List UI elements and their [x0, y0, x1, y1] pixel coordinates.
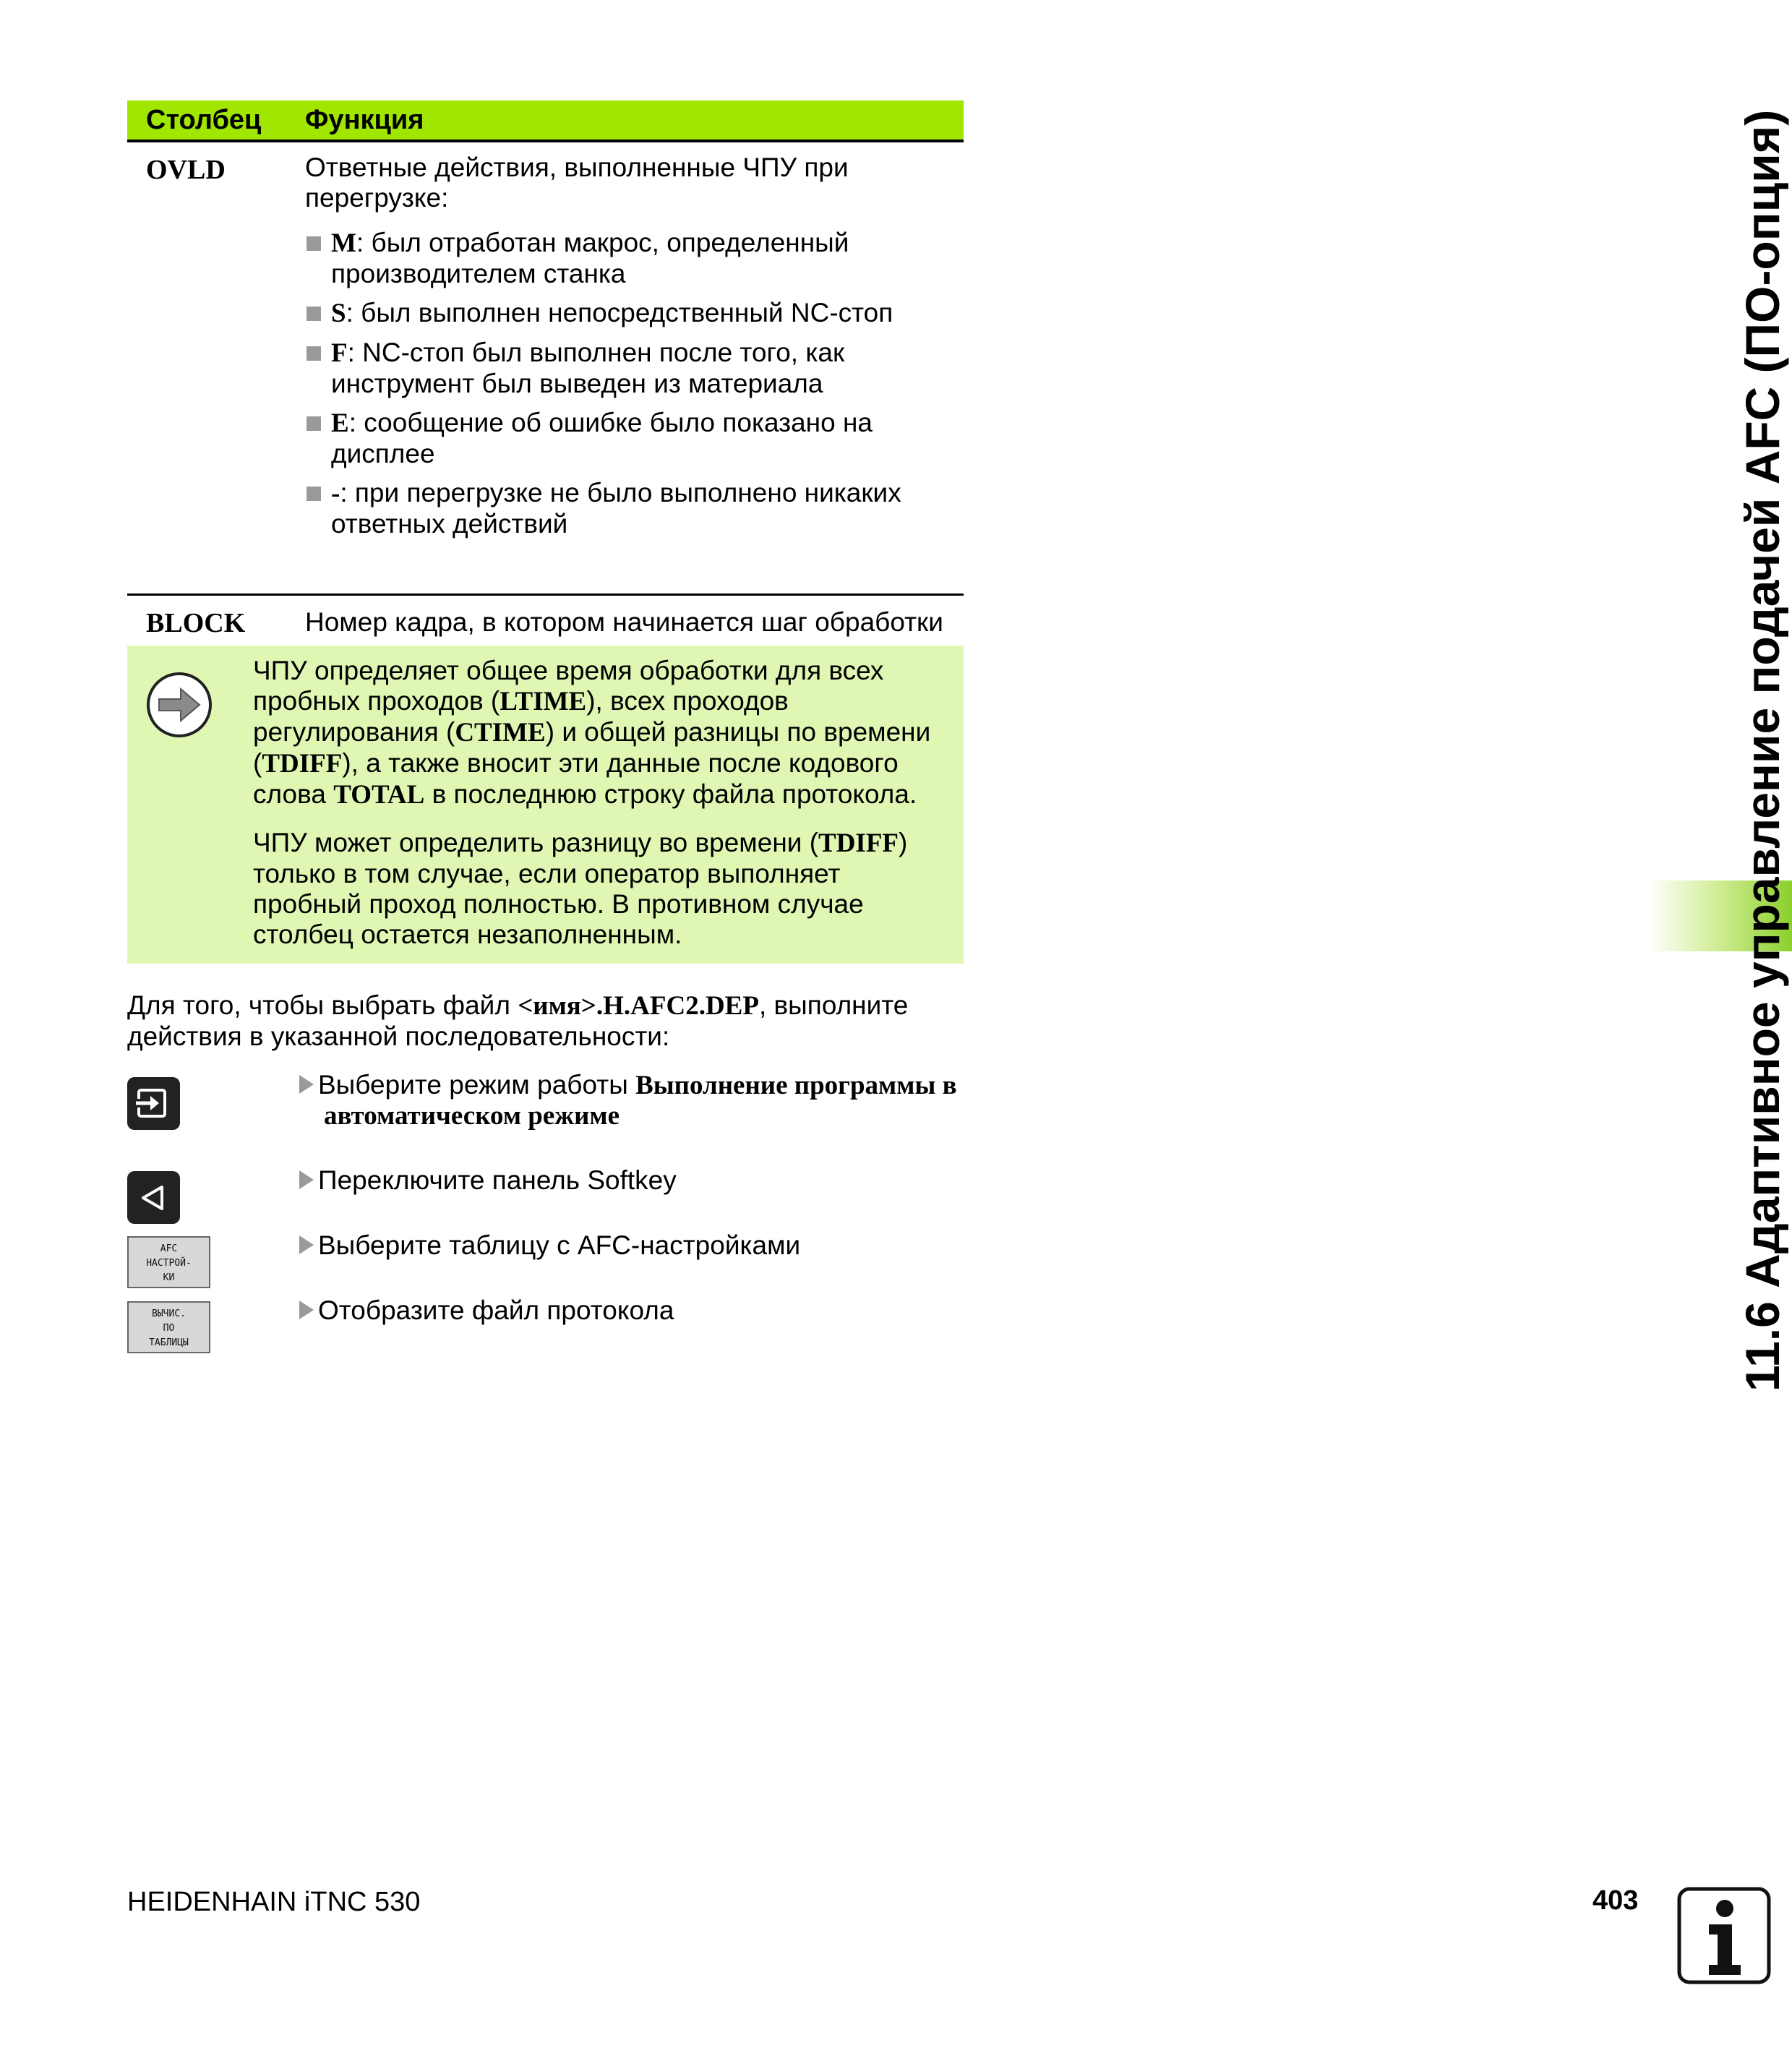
step-3: Выберите таблицу с AFC-настройками [299, 1230, 964, 1261]
list-item: F: NC-стоп был выполнен после того, как инструмент был выведен из материала [305, 338, 964, 399]
row-name-block: BLOCK [146, 608, 246, 638]
row-desc-block: Номер кадра, в котором начинается шаг обработки [305, 607, 943, 637]
list-item: S: был выполнен непосредственный NC-стоп [305, 298, 964, 329]
note-paragraph-1: ЧПУ определяет общее время обработки для всех пробных проходов (LTIME), всех проходов регулирования (CTIME) и общей разницы по времени (TDIFF), а также вносит эти данные после кодового слова TOTAL в последнюю строку файла протокола. [253, 656, 931, 810]
intro-paragraph: Для того, чтобы выбрать файл <имя>.H.AFC2.DEP, выполните действия в указанной последовательности: [127, 990, 909, 1051]
bullet-triangle-icon [299, 1170, 314, 1189]
ovld-description: Ответные действия, выполненные ЧПУ при перегрузке: [305, 153, 849, 213]
program-run-automatic-key-icon [127, 1077, 180, 1130]
footer-product: HEIDENHAIN iTNC 530 [127, 1887, 421, 1917]
note-text [253, 656, 947, 967]
step-1: Выберите режим работы Выполнение программы в автоматическом режиме [299, 1070, 964, 1131]
step-2: Переключите панель Softkey [299, 1165, 964, 1196]
table-header [127, 100, 964, 142]
note-paragraph-2: ЧПУ может определить разницу во времени (TDIFF) только в том случае, если оператор выполняет пробный проход полностью. В противном случае столбец остается незаполненным. [253, 828, 908, 949]
list-item: -: при перегрузке не было выполнено никаких ответных действий [305, 478, 964, 539]
table-row [127, 142, 964, 596]
list-item: M: был отработан макрос, определенный производителем станка [305, 228, 964, 289]
header-function: Функция [305, 105, 424, 135]
page-number: 403 [1592, 1885, 1639, 1916]
afc-settings-softkey-icon: AFC НАСТРОЙ- КИ [127, 1236, 210, 1288]
section-title: 11.6 Адаптивное управление подачей AFC (ПО-опция) [1736, 109, 1789, 1392]
ovld-bullet-list [305, 228, 964, 539]
table-row [127, 596, 964, 651]
row-desc-ovld [305, 142, 964, 539]
step-4: Отобразите файл протокола [299, 1295, 964, 1326]
softkey-shift-key-icon [127, 1171, 180, 1224]
bullet-triangle-icon [299, 1075, 314, 1094]
list-item: E: сообщение об ошибке было показано на дисплее [305, 408, 964, 469]
row-name-ovld: OVLD [146, 155, 226, 185]
parameter-table [127, 100, 964, 651]
bullet-triangle-icon [299, 1235, 314, 1254]
note-box [127, 646, 964, 964]
arrow-right-icon [146, 672, 213, 738]
calc-table-softkey-icon: ВЫЧИС. ПО ТАБЛИЦЫ [127, 1301, 210, 1353]
info-icon [1677, 1887, 1771, 1984]
bullet-triangle-icon [299, 1301, 314, 1319]
header-column: Столбец [146, 105, 262, 135]
